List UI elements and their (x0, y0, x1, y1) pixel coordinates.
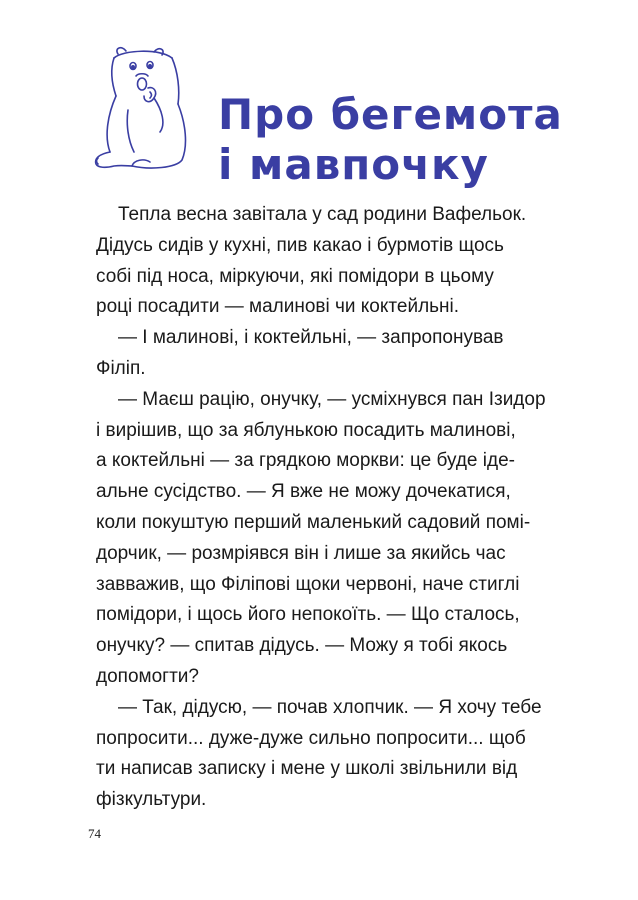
text-line: і вирішив, що за яблунькою посадить малинові, (96, 419, 516, 441)
text-line: Філіп. (96, 357, 146, 379)
text-line: Дідусь сидів у кухні, пив какао і бурмотів щось (96, 234, 504, 256)
text-line: фізкультури. (96, 789, 207, 811)
text-line: собі під носа, міркуючи, які помідори в цьому (96, 265, 494, 287)
text-line: Тепла весна завітала у сад родини Вафельок. (118, 204, 527, 225)
text-line: — Так, дідусю, — почав хлопчик. — Я хочу тебе (118, 696, 542, 718)
chapter-title-line-2: і мавпочку (218, 140, 489, 189)
text-line: помідори, і щось його непокоїть. — Що сталось, (96, 604, 520, 626)
text-line: попросити... дуже-дуже сильно попросити... щоб (96, 727, 526, 749)
text-line: онучку? — спитав дідусь. — Можу я тобі якось (96, 635, 508, 657)
text-line: — Маєш рацію, онучку, — усміхнувся пан Ізидор (118, 388, 546, 410)
text-line: допомогти? (96, 665, 199, 687)
text-line: році посадити — малинові чи коктейльні. (96, 296, 460, 318)
text-line: завважив, що Філіпові щоки червоні, наче стиглі (96, 573, 520, 595)
chapter-title-line-1: Про бегемота (218, 90, 563, 139)
text-line: альне сусідство. — Я вже не можу дочекатися, (96, 481, 511, 503)
hippo-illustration (88, 40, 200, 180)
page-number: 74 (88, 826, 101, 841)
text-line: коли покуштую перший маленький садовий помі- (96, 511, 531, 533)
text-line: а коктейльні — за грядкою моркви: це буде іде- (96, 450, 515, 472)
chapter-title (218, 90, 618, 190)
text-line: ти написав записку і мене у школі звільнили від (96, 758, 518, 780)
story-text (96, 200, 556, 816)
text-line: дорчик, — розмріявся він і лише за якийсь час (96, 542, 506, 564)
text-line: — І малинові, і коктейльні, — запропонував (118, 327, 504, 349)
